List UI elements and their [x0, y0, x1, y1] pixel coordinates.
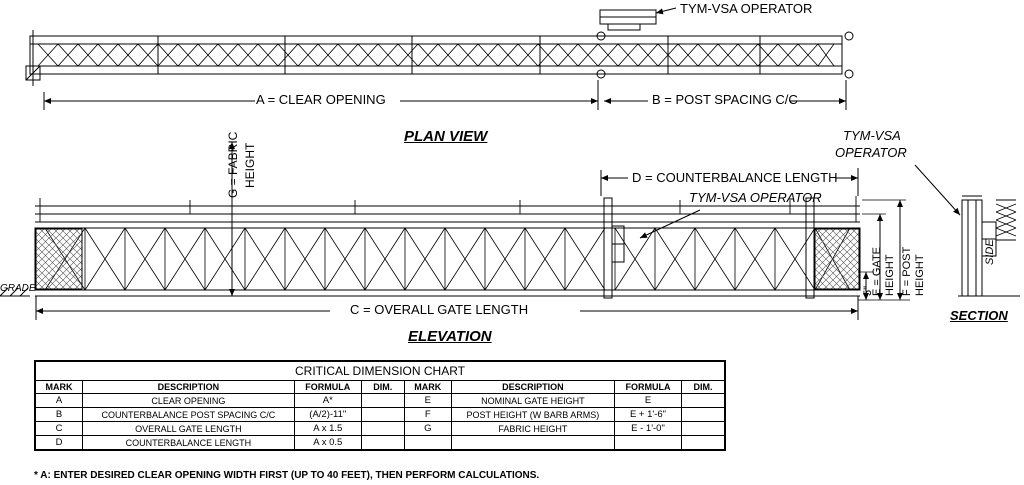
cell-description: COUNTERBALANCE LENGTH [83, 436, 295, 450]
cell-formula-2: E + 1'-6" [615, 408, 682, 422]
cell-formula-2: E - 1'-0" [615, 422, 682, 436]
cell-description: CLEAR OPENING [83, 394, 295, 408]
cell-mark: A [36, 394, 83, 408]
chart-header-mark-right: MARK [404, 381, 451, 394]
cell-mark-2: G [404, 422, 451, 436]
section-side-label: SIDE [984, 239, 996, 265]
chart-title: CRITICAL DIMENSION CHART [36, 362, 725, 381]
chart-header-formula-left: FORMULA [294, 381, 361, 394]
plan-operator-label: TYM-VSA OPERATOR [680, 1, 813, 16]
table-row [36, 408, 725, 422]
cell-dim-2 [682, 422, 725, 436]
cell-dim-2 [682, 394, 725, 408]
cell-description-2: POST HEIGHT (W BARB ARMS) [451, 408, 614, 422]
elevation-dim-d-label: D = COUNTERBALANCE LENGTH [632, 170, 838, 185]
elevation-dim-c-label: C = OVERALL GATE LENGTH [350, 302, 529, 317]
elevation-dim-5in-label: 5" [862, 285, 874, 296]
elevation-dim-f-line1: F = POST [901, 246, 913, 296]
plan-operator-box [600, 10, 656, 30]
cell-dim [361, 422, 404, 436]
cell-description-2: NOMINAL GATE HEIGHT [451, 394, 614, 408]
section-title: SECTION [950, 308, 1008, 323]
cell-mark: C [36, 422, 83, 436]
chart-table [35, 361, 725, 450]
cell-description: COUNTERBALANCE POST SPACING C/C [83, 408, 295, 422]
cell-dim-2 [682, 408, 725, 422]
table-row [36, 422, 725, 436]
cell-mark-2 [404, 436, 451, 450]
chart-header-row [36, 381, 725, 394]
cell-formula: A x 1.5 [294, 422, 361, 436]
cell-mark-2: E [404, 394, 451, 408]
cell-mark: B [36, 408, 83, 422]
elevation-dim-e-line1: E = GATE [871, 246, 883, 296]
cell-formula: A x 0.5 [294, 436, 361, 450]
table-row [36, 394, 725, 408]
chart-header-mark-left: MARK [36, 381, 83, 394]
critical-dimension-chart [34, 360, 726, 451]
chart-header-desc-left: DESCRIPTION [83, 381, 295, 394]
elevation-dim-e-line2: HEIGHT [884, 254, 896, 296]
cell-description-2: FABRIC HEIGHT [451, 422, 614, 436]
section-operator-label-line2: OPERATOR [835, 145, 907, 160]
cell-formula-2 [615, 436, 682, 450]
table-row [36, 436, 725, 450]
plan-dim-b-label: B = POST SPACING C/C [652, 92, 798, 107]
cell-mark-2: F [404, 408, 451, 422]
cell-formula: A* [294, 394, 361, 408]
cell-dim [361, 394, 404, 408]
plan-dim-a-label: A = CLEAR OPENING [256, 92, 386, 107]
cell-formula-2: E [615, 394, 682, 408]
cell-mark: D [36, 436, 83, 450]
chart-header-dim-left: DIM. [361, 381, 404, 394]
elevation-dim-g-line2: HEIGHT [243, 142, 257, 188]
cell-dim [361, 436, 404, 450]
chart-footnote: * A: ENTER DESIRED CLEAR OPENING WIDTH FIRST (UP TO 40 FEET), THEN PERFORM CALCULATIONS. [34, 470, 540, 481]
cell-dim-2 [682, 436, 725, 450]
elevation-dim-g-line1: G = FABRIC [226, 131, 240, 198]
chart-header-desc-right: DESCRIPTION [451, 381, 614, 394]
section-operator-label-line1: TYM-VSA [843, 128, 901, 143]
plan-view-title: PLAN VIEW [404, 128, 488, 145]
chart-header-dim-right: DIM. [682, 381, 725, 394]
elevation-operator [612, 226, 624, 262]
cell-formula: (A/2)-11" [294, 408, 361, 422]
chart-title-row [36, 362, 725, 381]
cell-dim [361, 408, 404, 422]
cell-description: OVERALL GATE LENGTH [83, 422, 295, 436]
grade-label: GRADE [0, 283, 36, 294]
cell-description-2 [451, 436, 614, 450]
elevation-operator-label: TYM-VSA OPERATOR [689, 190, 822, 205]
elevation-dim-f-line2: HEIGHT [914, 254, 926, 296]
elevation-title: ELEVATION [408, 328, 492, 345]
chart-header-formula-right: FORMULA [615, 381, 682, 394]
